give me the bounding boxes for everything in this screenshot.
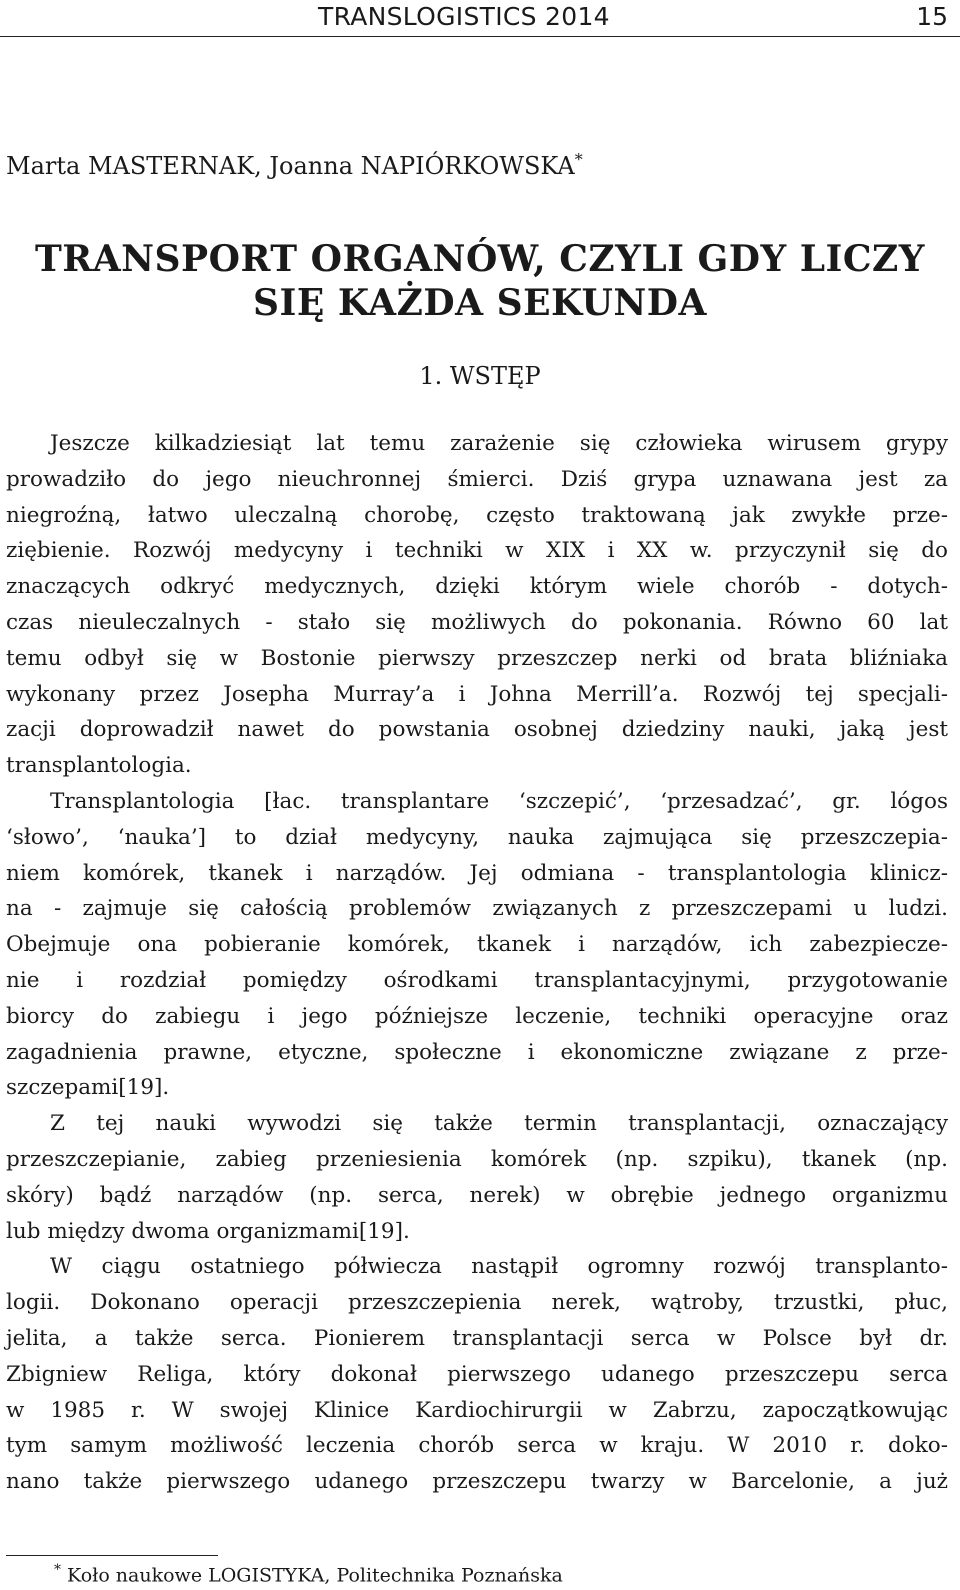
journal-name: TRANSLOGISTICS 2014 — [318, 2, 610, 31]
body-line: nano także pierwszego udanego przeszczepu twarzy w Barcelonie, a już — [6, 1469, 948, 1495]
body-line: lub między dwoma organizmami[19]. — [6, 1218, 410, 1244]
body-line: W ciągu ostatniego półwiecza nastąpił ogromny rozwój transplanto- — [50, 1254, 948, 1280]
body-line: prowadziło do jego nieuchronnej śmierci. Dziś grypa uznawana jest za — [6, 466, 948, 492]
body-line: wykonany przez Josepha Murray’a i Johna Merrill’a. Rozwój tej specjali- — [6, 681, 948, 707]
body-text — [6, 426, 948, 1500]
page-number: 15 — [916, 2, 948, 31]
footnote-marker: * — [54, 1562, 61, 1578]
footnote-divider — [6, 1555, 218, 1556]
body-line: niem komórek, tkanek i narządów. Jej odmiana - transplantologia klinicz- — [6, 860, 948, 886]
body-line: Jeszcze kilkadziesiąt lat temu zarażenie się człowieka wirusem grypy — [50, 431, 948, 456]
body-line: niegroźną, łatwo uleczalną chorobę, często traktowaną jak zwykłe prze- — [6, 502, 948, 528]
body-line: czas nieuleczalnych - stało się możliwych do pokonania. Równo 60 lat — [6, 609, 948, 635]
body-line: na - zajmuje się całością problemów związanych z przeszczepami u ludzi. — [6, 896, 948, 922]
paper-title-line-1: TRANSPORT ORGANÓW, CZYLI GDY LICZY — [35, 238, 925, 280]
body-line: ziębienie. Rozwój medycyny i techniki w XIX i XX w. przyczynił się do — [6, 538, 948, 564]
author-names: Marta MASTERNAK, Joanna NAPIÓRKOWSKA — [6, 152, 575, 180]
body-line: znaczących odkryć medycznych, dzięki którym wiele chorób - dotych- — [6, 574, 948, 600]
body-line: Transplantologia [łac. transplantare ‘szczepić’, ‘przesadzać’, gr. lógos — [50, 788, 948, 814]
body-line: transplantologia. — [6, 753, 192, 779]
paper-title-line-2: SIĘ KAŻDA SEKUNDA — [253, 282, 707, 324]
author-line — [6, 150, 583, 180]
body-line: temu odbył się w Bostonie pierwszy przeszczep nerki od brata bliźniaka — [6, 645, 948, 671]
section-heading: 1. WSTĘP — [419, 362, 541, 390]
footnote-text: Koło naukowe LOGISTYKA, Politechnika Poznańska — [67, 1564, 563, 1587]
body-line: biorcy do zabiegu i jego późniejsze leczenie, techniki operacyjne oraz — [6, 1003, 948, 1029]
body-line: tym samym możliwość leczenia chorób serca w kraju. W 2010 r. doko- — [6, 1433, 948, 1459]
body-line: Z tej nauki wywodzi się także termin transplantacji, oznaczający — [50, 1111, 948, 1137]
author-footnote-marker: * — [574, 150, 583, 169]
body-line: nie i rozdział pomiędzy ośrodkami transplantacyjnymi, przygotowanie — [6, 967, 948, 993]
body-line: w 1985 r. W swojej Klinice Kardiochirurgii w Zabrzu, zapoczątkowując — [6, 1397, 948, 1423]
body-line: przeszczepianie, zabieg przeniesienia komórek (np. szpiku), tkanek (np. — [6, 1146, 948, 1172]
running-head — [0, 0, 960, 37]
body-line: logii. Dokonano operacji przeszczepienia nerek, wątroby, trzustki, płuc, — [6, 1290, 948, 1316]
body-line: szczepami[19]. — [6, 1075, 170, 1101]
body-line: ‘słowo’, ‘nauka’] to dział medycyny, nauka zajmująca się przeszczepia- — [6, 824, 948, 850]
body-line: zagadnienia prawne, etyczne, społeczne i ekonomiczne związane z prze- — [6, 1039, 948, 1065]
body-line: skóry) bądź narządów (np. serca, nerek) w obrębie jednego organizmu — [6, 1182, 948, 1208]
body-line: Zbigniew Religa, który dokonał pierwszego udanego przeszczepu serca — [6, 1361, 948, 1387]
body-line: Obejmuje ona pobieranie komórek, tkanek i narządów, ich zabezpiecze- — [6, 932, 948, 958]
body-line: jelita, a także serca. Pionierem transplantacji serca w Polsce był dr. — [6, 1325, 948, 1351]
body-line: zacji doprowadził nawet do powstania osobnej dziedziny nauki, jaką jest — [6, 717, 948, 743]
footnote — [54, 1562, 563, 1586]
